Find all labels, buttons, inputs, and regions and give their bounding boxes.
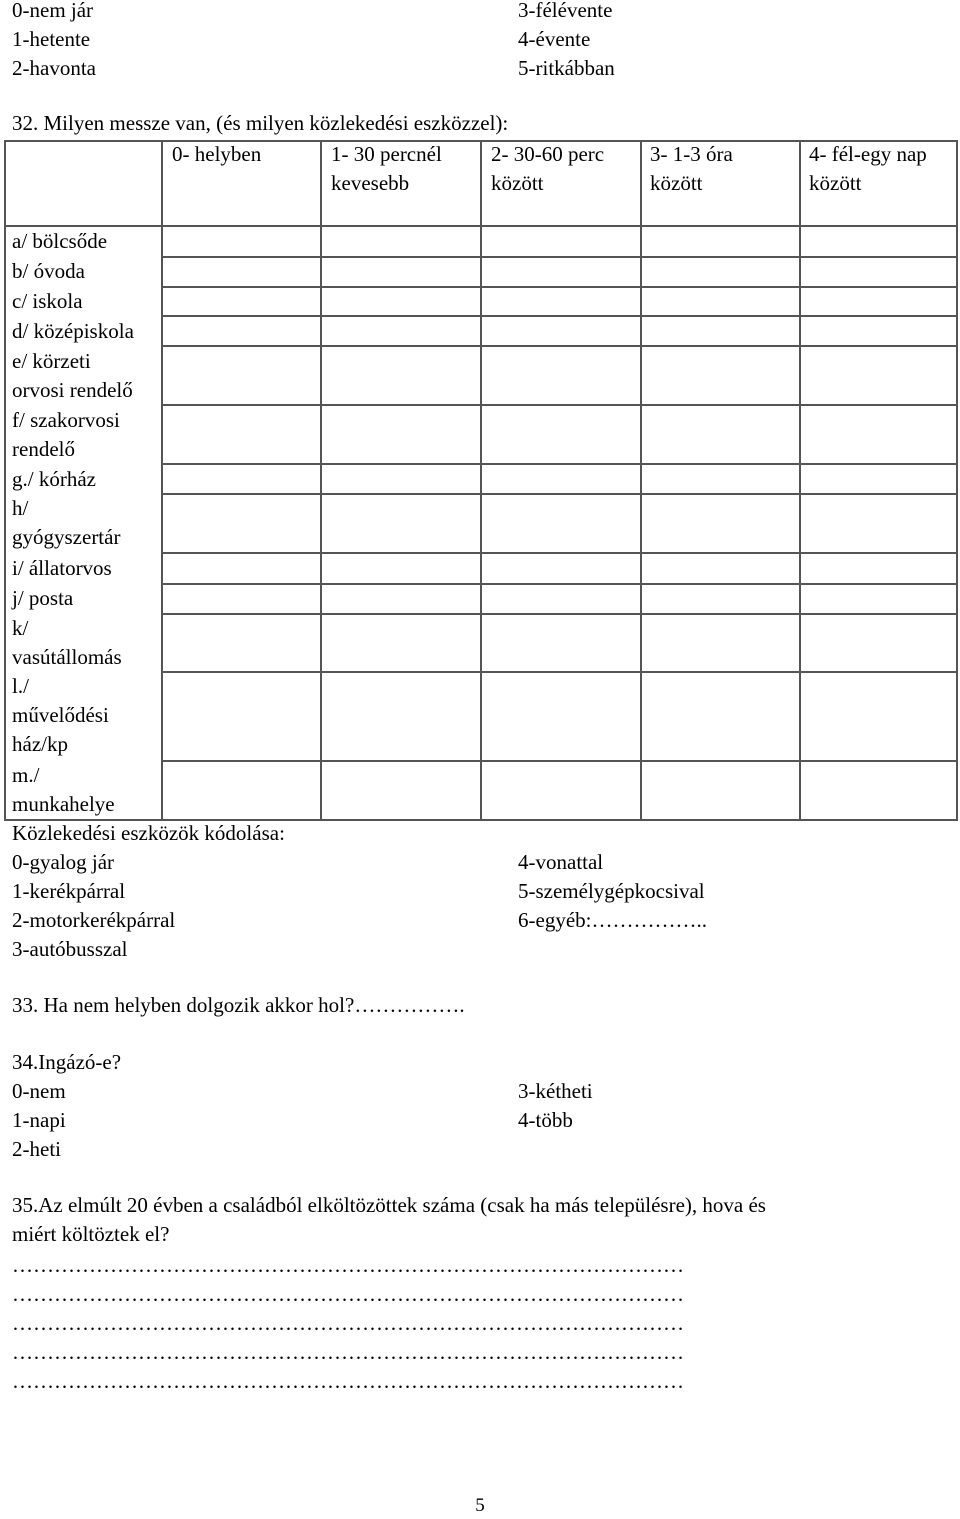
commute-options-right <box>518 1077 593 1135</box>
table-divider <box>161 315 958 317</box>
answer-dotted-lines <box>12 1251 942 1396</box>
table-divider <box>161 463 958 465</box>
table-row-label: e/ körzeti orvosi rendelő <box>12 349 133 402</box>
table-row-label: k/ vasútállomás <box>12 616 122 669</box>
table-row-label: d/ középiskola <box>12 319 134 343</box>
table-header-cell: 4- fél-egy nap között <box>809 142 927 195</box>
freq-option: 4-évente <box>518 27 591 51</box>
transport-option: 5-személygépkocsival <box>518 879 705 903</box>
table-divider <box>320 140 322 821</box>
commute-option: 0-nem <box>12 1079 66 1103</box>
transport-option: 1-kerékpárral <box>12 879 126 903</box>
frequency-options-left <box>12 0 96 83</box>
dotted-line: …………………………………………………………………………………… <box>12 1340 684 1364</box>
table-header-cell: 0- helyben <box>172 142 262 166</box>
question-34-title: 34.Ingázó-e? <box>12 1050 122 1074</box>
table-divider <box>799 140 801 821</box>
question-35 <box>12 1191 766 1249</box>
commute-option: 1-napi <box>12 1108 66 1132</box>
freq-option: 0-nem jár <box>12 0 94 22</box>
table-row-label: m./ munkahelye <box>12 763 115 816</box>
table-header-cell: 3- 1-3 óra között <box>650 142 733 195</box>
table-row-label: j/ posta <box>12 586 74 610</box>
question-32-title: 32. Milyen messze van, (és milyen közlekedési eszközzel): <box>12 111 509 135</box>
transport-option: 3-autóbusszal <box>12 937 128 961</box>
freq-option: 3-félévente <box>518 0 613 22</box>
transport-option: 2-motorkerékpárral <box>12 908 176 932</box>
table-row-label: c/ iskola <box>12 289 83 313</box>
commute-option: 3-kétheti <box>518 1079 593 1103</box>
transport-coding-title: Közlekedési eszközök kódolása: <box>12 821 285 845</box>
table-row-label: h/ gyógyszertár <box>12 496 121 549</box>
table-divider <box>161 493 958 495</box>
table-row-label: f/ szakorvosi rendelő <box>12 408 120 461</box>
table-header-cell: 2- 30-60 perc között <box>491 142 605 195</box>
transport-coding-left <box>12 848 175 964</box>
table-divider <box>4 225 958 227</box>
table-row-label: i/ állatorvos <box>12 556 112 580</box>
freq-option: 5-ritkábban <box>518 56 615 80</box>
dotted-line: …………………………………………………………………………………… <box>12 1282 684 1306</box>
table-row-label: g./ kórház <box>12 467 96 491</box>
table-row-label: b/ óvoda <box>12 259 85 283</box>
table-header-cell: 1- 30 percnél kevesebb <box>331 142 442 195</box>
dotted-line: …………………………………………………………………………………… <box>12 1253 684 1277</box>
page-number: 5 <box>475 1495 485 1516</box>
dotted-line: …………………………………………………………………………………… <box>12 1311 684 1335</box>
transport-option: 6-egyéb:…………….. <box>518 908 707 932</box>
table-divider <box>161 671 958 673</box>
transport-coding-right <box>518 848 707 935</box>
table-divider <box>161 583 958 585</box>
table-divider <box>480 140 482 821</box>
table-divider <box>640 140 642 821</box>
question-33: 33. Ha nem helyben dolgozik akkor hol?……………. <box>12 993 465 1017</box>
table-divider <box>161 345 958 347</box>
commute-options-left <box>12 1077 66 1164</box>
freq-option: 2-havonta <box>12 56 96 80</box>
table-row-label: a/ bölcsőde <box>12 229 108 253</box>
table-divider <box>161 286 958 288</box>
table-divider <box>161 404 958 406</box>
dotted-line: …………………………………………………………………………………… <box>12 1369 684 1393</box>
table-divider <box>161 552 958 554</box>
table-divider <box>161 760 958 762</box>
transport-option: 4-vonattal <box>518 850 604 874</box>
table-divider <box>161 256 958 258</box>
transport-option: 0-gyalog jár <box>12 850 115 874</box>
question-35-line: 35.Az elmúlt 20 évben a családból elköltözöttek száma (csak ha más településre), hova és <box>12 1193 766 1217</box>
question-35-line: miért költöztek el? <box>12 1222 170 1246</box>
frequency-options-right <box>518 0 615 83</box>
table-divider <box>161 613 958 615</box>
table-divider <box>161 140 163 821</box>
table-row-label: l./ művelődési ház/kp <box>12 674 109 756</box>
freq-option: 1-hetente <box>12 27 91 51</box>
commute-option: 2-heti <box>12 1137 61 1161</box>
commute-option: 4-több <box>518 1108 573 1132</box>
